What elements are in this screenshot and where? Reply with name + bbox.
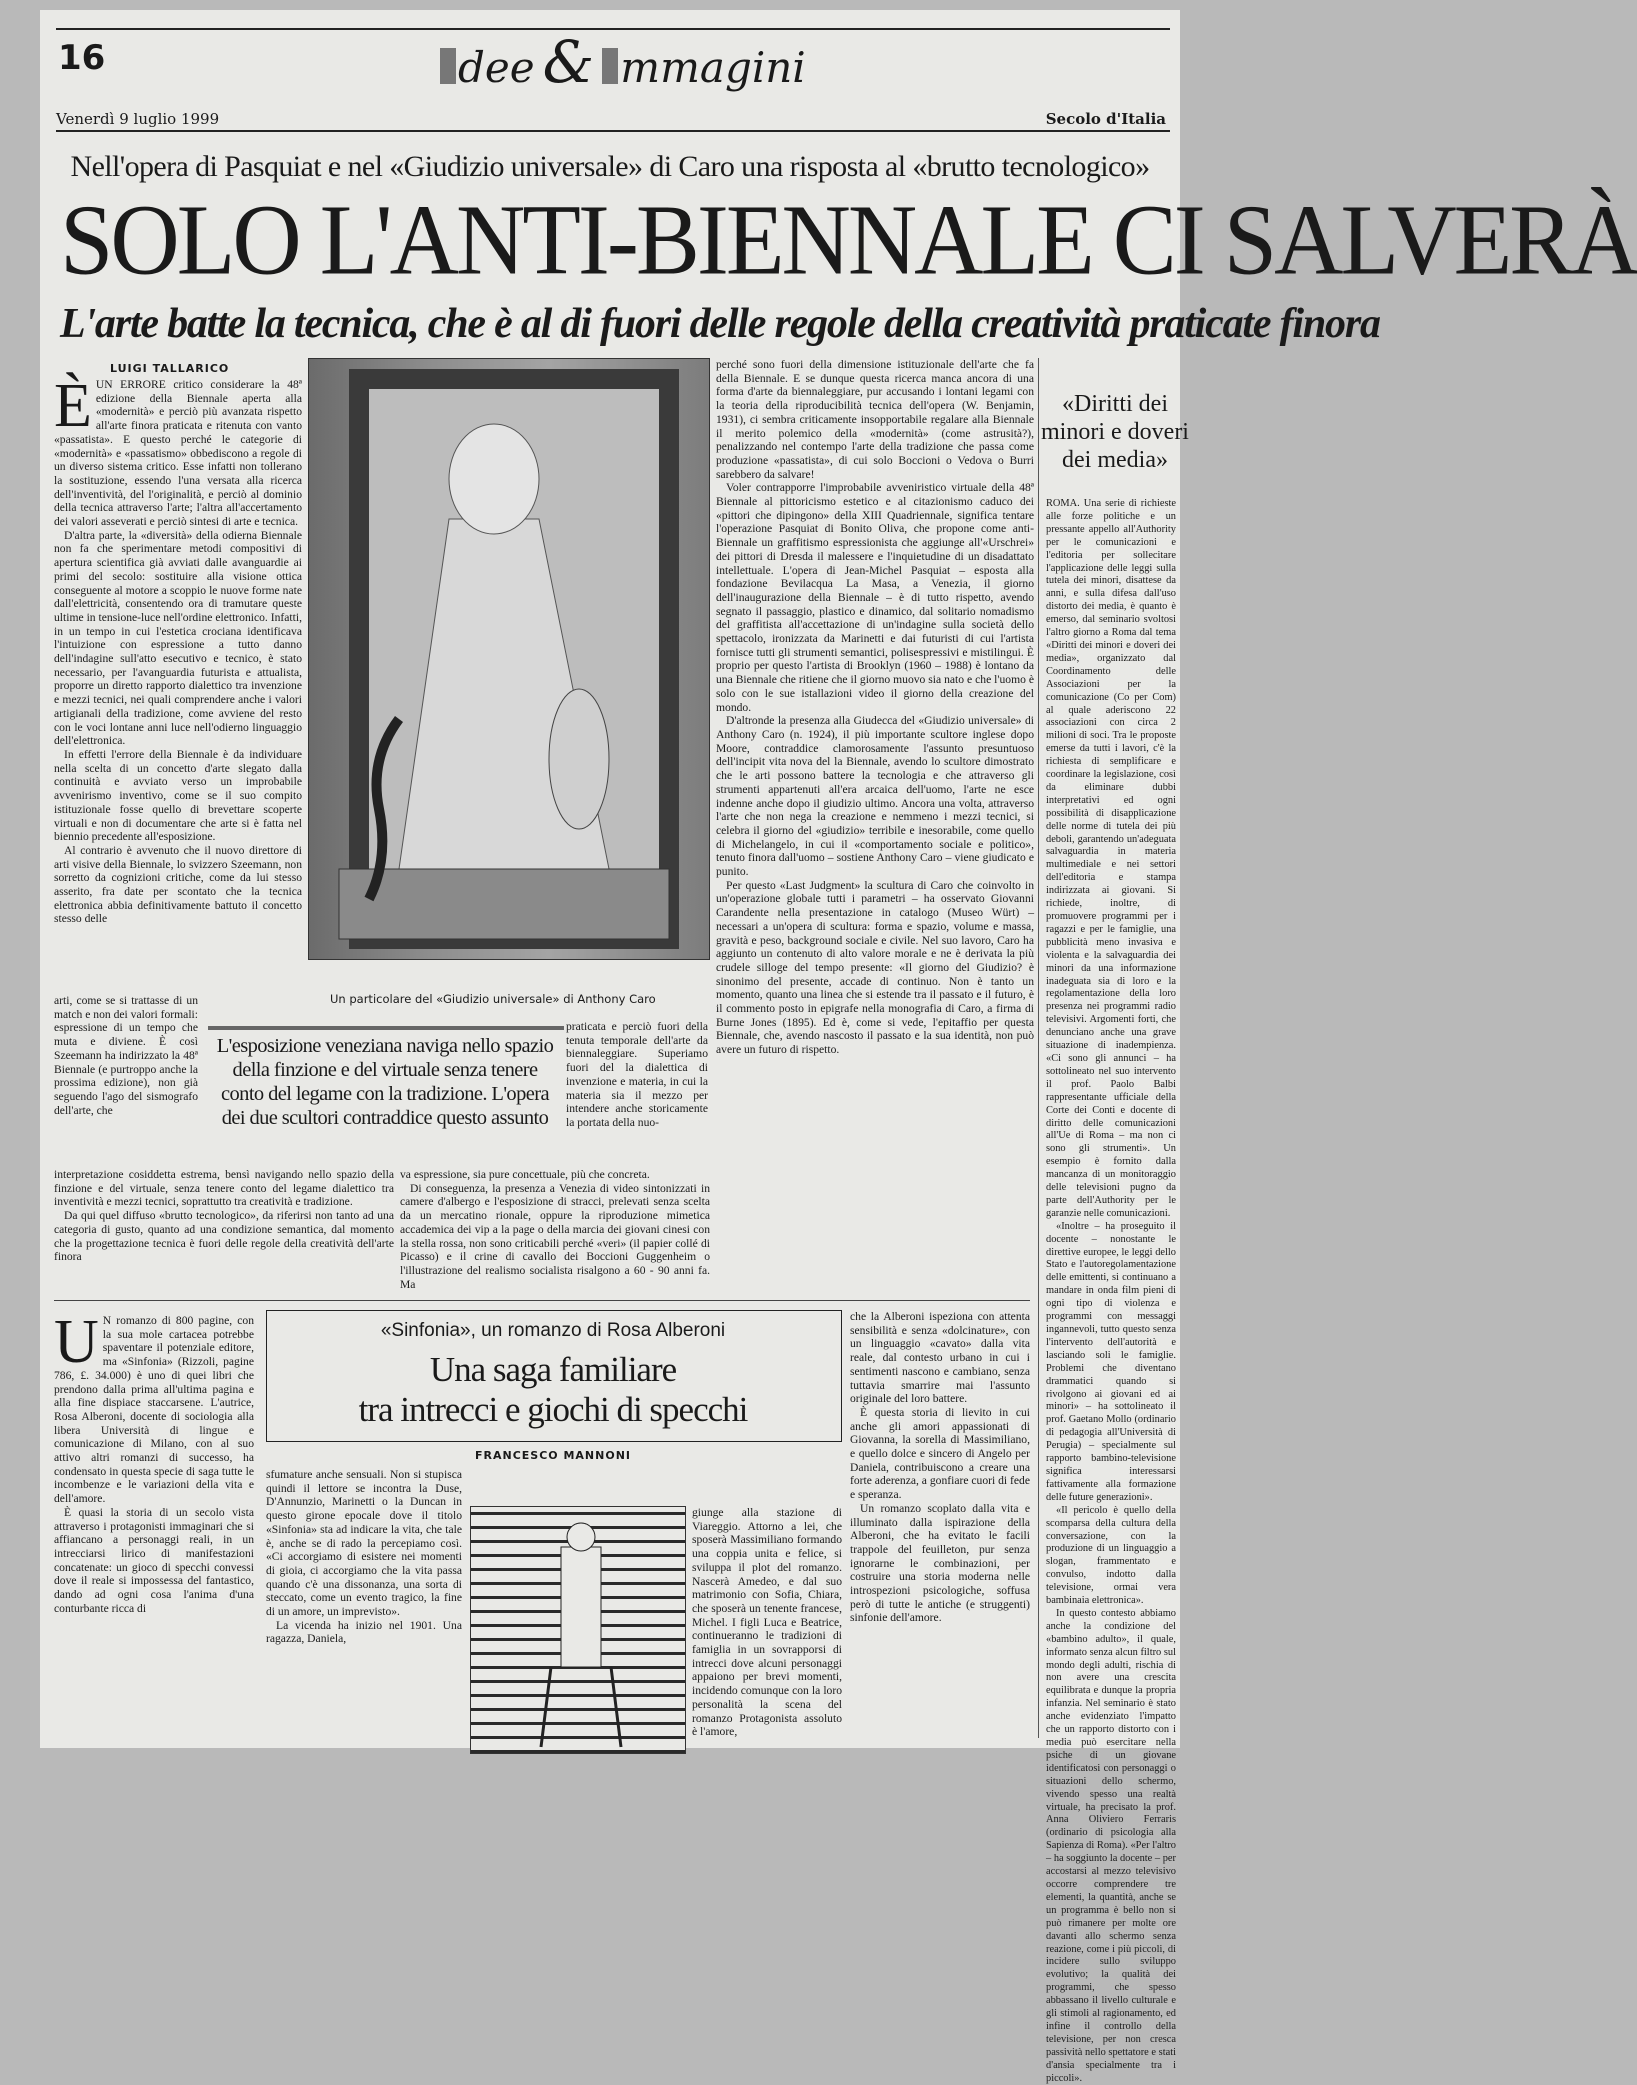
novel-byline: FRANCESCO MANNONI (475, 1449, 631, 1462)
novel-paragraph: sfumature anche sensuali. Non si stupisca quindi il lettore se incontra la Duse, D'Annunzio, Marinetti o la Duncan in questo girone epocale dove il titolo «Sinfonia» sta ad indicare la vita, che tale è, anche se di rado la percepiamo così. «Ci accorgiamo di esistere nei momenti di gioia, ci accorgiamo che la vita passa quando c'è una dissonanza, una sorta di steccato, come un evento tragico, la fine di un amore, un imprevisto». (266, 1468, 462, 1619)
photo-caption: Un particolare del «Giudizio universale» di Anthony Caro (330, 992, 656, 1006)
novel-column-1 (54, 1308, 254, 1742)
sculpture-figure (549, 689, 609, 829)
section-bar-i2 (602, 48, 618, 84)
illustration-head (567, 1523, 595, 1551)
article-paragraph: Voler contrapporre l'improbabile avveniristico virtuale della 48ª Biennale al pittoricismo estetico e al citazionismo caduco dei «pittori che dipingono» della XIII Quadriennale, significa tentare l'operazione Pasquiat di Bonito Oliva, che propone come anti-Biennale un graffitismo espressionista che aggiunge all'«Urschrei» dei pittori di Dresda il malessere e l'inquietudine di un disadattato intellettuale. L'opera di Jean-Michel Pasquiat – esposta alla fondazione Bevilacqua La Masa, a Venezia, il giorno dell'inaugurazione della Biennale – è di tutto rispetto, avendo segnato il passaggio, plastico e dinamico, dal solitario nomadismo del graffitista all'accettazione di un'indagine sulla società dello spettacolo, ironizzata da Marinetti e dai futuristi di cui l'artista fornisce tutti gli strumenti semantici, polisespressivi e mistilingui. È proprio per questo l'artista di Brooklyn (1960 – 1988) è lontano da una Biennale che ritiene che il giorno muovo sia nato e che l'uomo è solo con le sue istallazioni video il giorno della creazione del mondo. (716, 481, 1034, 714)
article-subhead: L'arte batte la tecnica, che è al di fuori delle regole della creatività praticate finora (60, 301, 1380, 347)
article-paragraph: D'altronde la presenza alla Giudecca del «Giudizio universale» di Anthony Caro (n. 1924), il più importante scultore inglese dopo Moore, contraddice clamorosamente l'assunto presuntuoso dell'incipit vita nova del la Biennale, avendo lo scultore dimostrato che le arti possono battere la tecnologia e che attraverso gli strumenti appartenuti all'era arcaica dell'uomo, l'arte ne esce indenne anche dopo il giudizio ultimo. Ancora una volta, attraverso l'arte che non nega la creazione e nemmeno i mezzi tecnici, si celebra il giorno del «giudizio» terribile e inesorabile, come quello di Michelangelo, in cui il «comportamento sociale e politico», tenuto finora dall'uomo – sostiene Anthony Caro – viene giudicato e punito. (716, 714, 1034, 879)
article-headline: SOLO L'ANTI-BIENNALE CI SALVERÀ (60, 183, 1637, 296)
novel-title (266, 1350, 840, 1430)
section-word-immagini: mmagini (620, 43, 806, 92)
article-column-1b (54, 994, 198, 1166)
novel-column-4 (850, 1310, 1030, 1742)
article-paragraph: va espressione, sia pure concettuale, più che concreta. (400, 1168, 650, 1181)
article-paragraph: Per questo «Last Judgment» la scultura di Caro che coinvolto in un'operazione globale tutti i parametri – ha osservato Giovanni Carandente nella presentazione in catalogo (Museo Würt) – necessari a un'opera di scultura: forma e spazio, volume e massa, gravità e peso, background sociale e civile. Nel suo lavoro, Caro ha aggiunto un contenuto di alto valore morale e ne è derivata la più crudele silloge del tempo presente: «Il giorno del Giudizio? è sinonimo del presente, accade di continuo. Non è tanto un momento, quanto una linea che si estende tra il passato e il futuro, è il commento posto in epigrafe nella monografia di Caro, a firma di Burne Jones (1895). Ed è, come si vede, l'epitaffio per questa Biennale, che, avendo nascosto il passato e la sua identità, non può avere un futuro di rispetto. (716, 878, 1034, 1057)
novel-paragraph: Un romanzo scoplato dalla vita e illuminato dalla ispirazione della Alberoni, che ha evitato le facili trappole del feuilleton, pur senza ignorarne le combinazioni, per costruire una storia moderna nelle introspezioni psicologiche, soffusa però di tutte le antiche (e struggenti) sinfonie dell'amore. (850, 1501, 1030, 1625)
article-column-1c (54, 1168, 394, 1290)
article-paragraph: In effetti l'errore della Biennale è da individuare nella scelta di un concetto d'arte slegato dalla continuità e avviato verso un improbabile avvenirismo inventivo, come se il suo compito istituzionale fosse quello di brevettare scoperte virtuali e non di documentare che arte si è fatta nel biennio precedente all'esposizione. (54, 747, 302, 844)
section-title (440, 28, 806, 96)
novel-paragraph: È questa storia di lievito in cui anche gli amori appassionati di Giovanna, la sorella di Massimiliano, e quello dolce e sincero di Angelo per Daniela, contribuiscono a creare una forte aderenza, a gonfiare cuori di fede e speranza. (850, 1405, 1030, 1502)
sculpture-illustration (309, 359, 709, 959)
article-paragraph: UN ERRORE critico considerare la 48ª edizione della Biennale aperta alla «modernità» e perciò più avanzata rispetto all'arte finora praticata e ritenuta con vanto «passatista». E questo perché le categorie di «modernità» e «passatismo» obbediscono a regole di un diverso sistema critico. Esse infatti non tollerano la sostituzione, essendo l'una versata alla ricerca dell'inventività, del l'originalità, e perciò al dominio della tecnica attraverso l'arte; l'altra all'accertamento dei valori asseverati e perciò sintesi di arte e tecnica. (54, 378, 302, 529)
novel-paragraph: La vicenda ha inizio nel 1901. Una ragazza, Daniela, (266, 1618, 462, 1646)
novel-paragraph: È quasi la storia di un secolo vista attraverso i protagonisti immaginari che si affiancano a personaggi reali, in un intrecciarsi lirico di manifestazioni concatenate: un gioco di specchi convessi dove il reale si impossessa del fantastico, dando ad ogni cosa l'anima d'una conturbante ricca di (54, 1505, 254, 1615)
article-paragraph: interpretazione cosiddetta estrema, bensì navigando nello spazio della finzione e del virtuale, senza tenere conto del legame dialettico tra inventività e mezzi tecnici, soprattutto tra creatività e tradizione. (54, 1168, 394, 1209)
novel-byline-wrap (266, 1444, 840, 1463)
sidebar-rule (1038, 358, 1039, 1738)
sculpture-base (339, 869, 669, 939)
sidebar-paragraph: «Il pericolo è quello della scomparsa della cultura della conversazione, con la produzione di un linguaggio a slogan, frammentato e convulso, indotto dalla televisione, ormai vera bambinaia elettronica». (1046, 1504, 1176, 1607)
article-paragraph: praticata e perciò fuori della tenuta temporale dell'arte da biennaleggiare. Superiamo fuori del la dialettica di invenzione e materia, in cui la materia sia il mezzo per intendere anche storicamente la portata della nuo- (566, 1020, 708, 1129)
novel-paragraph: N romanzo di 800 pagine, con la sua mole cartacea potrebbe spaventare il potenziale editore, ma «Sinfonia» (Rizzoli, pagine 786, £. 34.000) è uno di quei libri che prendono dalla prima all'ultima pagina e alla fine dispiace staccarsene. L'autrice, Rosa Alberoni, docente di sociologia alla libera Università di lingue e comunicazione di Milano, con al suo attivo altri romanzi di successo, ha condensato in questa specie di saga tutte le incombenze e le variazioni della vita e dell'amore. (54, 1314, 254, 1506)
sculpture-photo (308, 358, 710, 960)
sidebar-column (1046, 498, 1176, 2084)
novel-kicker: «Sinfonia», un romanzo di Rosa Alberoni (380, 1320, 726, 1341)
sculpture-head (449, 424, 539, 534)
article-column-2 (566, 1020, 708, 1162)
lower-article-rule (54, 1300, 1030, 1301)
sidebar-paragraph: «Inoltre – ha proseguito il docente – nonostante le direttive europee, le leggi dello Stato e l'autoregolamentazione delle emittenti, si continuano a mandare in onda film pieni di ogni tipo di violenza e programmi con messaggi ingannevoli, tutto questo senza l'intervento dell'autorità e lasciando soli le famiglie. Problemi che diventano drammatici quando si rivolgono ai giovani ed ai minori» – ha sottolineato il prof. Gaetano Mollo (ordinario di pedagogia all'Università di Perugia) – specialmente sul rapporto bambino-televisione significa interessarsi fattivamente alla formazione delle future generazioni». (1046, 1220, 1176, 1503)
section-word-idee: dee (458, 43, 535, 92)
article-byline: LUIGI TALLARICO (110, 362, 230, 375)
illustration-ladder (541, 1667, 551, 1747)
bookshelf-illustration (470, 1506, 686, 1754)
novel-paragraph: che la Alberoni ispeziona con attenta sensibilità e senza «dolcinature», con un linguaggio «cavato» dalla vita reale, dal contesto urbano in cui i sentimenti nascono e cambiano, senza tuttavia smarrire mai l'assunto originale del loro battere. (850, 1310, 1030, 1406)
article-paragraph: perché sono fuori della dimensione istituzionale dell'arte che fa della Biennale. E se dunque questa ricerca manca ancora di una forma d'arte da biennaleggiare, pur accusando i lontani legami con la teoria della riproducibilità tecnica dell'opera (W. Benjamin, 1931), ci sembra criticamente insopportabile regalare alla Biennale il merito polemico della «modernità» (come astrusità?), penalizzando nel contempo l'arte della tradizione che passa come produzione «passatista», di cui solo Boccioni o Vedova o Burri sarebbero da salvare! (716, 358, 1034, 481)
novel-title-line-1: Una saga familiare (429, 1350, 677, 1389)
section-bar-i (440, 48, 456, 84)
article-paragraph: Al contrario è avvenuto che il nuovo direttore di arti visive della Biennale, lo svizzero Szeemann, non sorretto da cognizioni critiche, come da lui stesso asserito, fra date per scontato che la tecnica elettronica abbia definitivamente battuto il concetto stesso delle (54, 843, 302, 926)
novel-column-2 (266, 1468, 462, 1742)
newspaper-name: Secolo d'Italia (1045, 110, 1166, 128)
sidebar-paragraph: ROMA. Una serie di richieste alle forze politiche e un pressante appello all'Authority per le comunicazioni e l'editoria per sollecitare l'applicazione delle leggi sulla tutela dei minori, disattese da anni, e sulla difesa dall'uso distorto dei media, è quanto è emerso, dal seminario svoltosi l'altro giorno a Roma dal tema «Diritti dei minori e doveri dei media», organizzato dal Coordinamento delle Associazioni per la comunicazione (Co per Com) al quale aderiscono 22 associazioni con circa 2 milioni di soci. Tra le proposte emerse da tutti i lavori, c'è la richiesta di semplificare e coordinare la legislazione, così da eliminare dubbi interpretativi ed ogni possibilità di disapplicazione delle norme di tutela dei più deboli, garantendo un'adeguata salvaguardia in materia multimediale e nei settori dell'editoria e stampa indirizzata ai giovani. Si richiede, inoltre, di promuovere programmi per i ragazzi e per le famiglie, una pubblicità meno invasiva e violenta e la salvaguardia dei minori da una informazione inadeguata sia di loro e la regolamentazione della loro presenza nei programmi radio televisivi. Argomenti forti, che denunciano anche una grave situazione di inadempienza. «Ci sono gli annunci – ha sottolineato nel suo intervento il prof. Paolo Balbi rappresentante ufficiale della Corte dei Conti e docente di diritto delle comunicazioni all'Ue di Roma – ma non ci sono gli strumenti». Un esempio è fornito dalla mancanza di un monitoraggio delle televisioni pugno da parte dell'Authority per le garanzie nelle comunicazioni. (1046, 498, 1176, 1219)
novel-column-3 (692, 1506, 842, 1742)
section-ampersand: & (542, 28, 595, 96)
article-column-1 (54, 372, 302, 992)
header-rule-bottom (56, 130, 1170, 132)
illustration-ladder-2 (611, 1667, 621, 1747)
novel-title-line-2: tra intrecci e giochi di specchi (358, 1390, 748, 1429)
article-paragraph: Da qui quel diffuso «brutto tecnologico», da riferirsi non tanto ad una categoria di gusto, quanto ad una condizione semantica, dal momento che la progettazione tecnica è fuori delle regole della creatività dell'arte finora (54, 1209, 394, 1264)
article-paragraph: Di conseguenza, la presenza a Venezia di video sintonizzati in camere d'albergo e l'esposizione di stracci, prelevati senza scelta da un mercatino rionale, oppure la riproduzione mimetica accademica dei vip a la page o della marcia dei giovani cinesi con la stella rossa, non sono criticabili perché «veri» (il papier collé di Picasso) e il crine di cavallo dei Boccioni Guggenheim o l'illustrazione del realismo socialista risalgono a 60 - 90 anni fa. Ma (400, 1181, 710, 1291)
sidebar-paragraph: In questo contesto abbiamo anche la condizione del «bambino adulto», il quale, informato senza alcun filtro sul mondo degli adulti, rischia di non avere una crescita equilibrata e dunque la propria infanzia. Nel seminario è stato anche evidenziato l'impatto che un rapporto distorto con i media può esercitare nella psiche di un giovane identificatosi con personaggi o situazioni dello schermo, vivendo spesso una realtà virtuale, ha precisato la prof. Anna Oliviero Ferraris (ordinario di psicologia alla Sapienza di Roma). «Per l'altro – ha soggiunto la docente – per accostarsi al mezzo televisivo occorre comprendere tre elementi, la quantità, anche se un programma è bello non si può rimanere per molte ore davanti allo schermo senza reazione, come i più piccoli, di incidere sullo sviluppo evolutivo; la qualità dei programmi, che spesso abbassano il livello culturale e gli stimoli al ragionamento, ed infine il controllo della televisione, per non cresca passività nello spettatore e stati d'ansia specialmente tra i piccoli». (1046, 1607, 1176, 2084)
page-number: 16 (58, 38, 106, 78)
article-dropcap: È (54, 372, 92, 440)
article-paragraph: arti, come se si trattasse di un match e non dei valori formali: espressione di un tempo che muta e diviene. È così Szeemann ha indirizzato la 48ª Biennale (e purtroppo anche la prossima edizione), non già seguendo l'ago del sismografo dell'arte, che (54, 994, 198, 1117)
article-column-2b (400, 1168, 710, 1290)
bookshelf-drawing (471, 1507, 685, 1753)
issue-date: Venerdì 9 luglio 1999 (56, 110, 220, 128)
illustration-figure (561, 1547, 601, 1667)
pullquote-rule (208, 1026, 564, 1030)
novel-dropcap: U (54, 1308, 99, 1376)
newspaper-page (40, 10, 1637, 2084)
pullquote: L'esposizione veneziana naviga nello spazio della finzione e del virtuale senza tenere conto del legame con la tradizione. L'opera dei due scultori contraddice questo assunto (216, 1035, 554, 1129)
article-paragraph: D'altra parte, la «diversità» della odierna Biennale non fa che sperimentare metodi compositivi di apertura scientifica già avviati dalle avanguardie ai primi del secolo: sostituire alla visione ottica conseguente al motore a scoppio le nuove forme nate dall'elettricità, consentendo ora di tramutare queste ultime in tensione-luce nell'ordine elettronico. Infatti, in un tempo in cui l'estetica crociana identificava l'intuizione con espressione a tutto danno dell'indagine sull'atto esecutivo e tecnico, è stato necessario, per l'avanguardia futurista e attualista, proporre un diretto rapporto dialettico tra invenzione e mezzi tecnici, nei quali comprendere anche i valori artigianali della tradizione, come avviene del resto con le voci lontane anni luce nell'odierno linguaggio dell'elettronica. (54, 528, 302, 748)
article-column-3 (716, 358, 1034, 1250)
novel-paragraph: giunge alla stazione di Viareggio. Attorno a lei, che sposerà Massimiliano formando una coppia unita e felice, si sviluppa il plot del romanzo. Nascerà Amedeo, e dal suo matrimonio con Sofia, Chiara, che sposerà un tenente francese, Michel. I figli Luca e Beatrice, continueranno le tradizioni di famiglia in un sovrapporsi di intrecci dove alcuni personaggi appaiono per brevi momenti, incidendo comunque con la loro personalità la scena del romanzo Protagonista assoluto è l'amore, (692, 1506, 842, 1739)
article-kicker: Nell'opera di Pasquiat e nel «Giudizio universale» di Caro una risposta al «brutto tecnologico» (70, 150, 1150, 183)
sidebar-title: «Diritti dei minori e doveri dei media» (1041, 391, 1189, 473)
